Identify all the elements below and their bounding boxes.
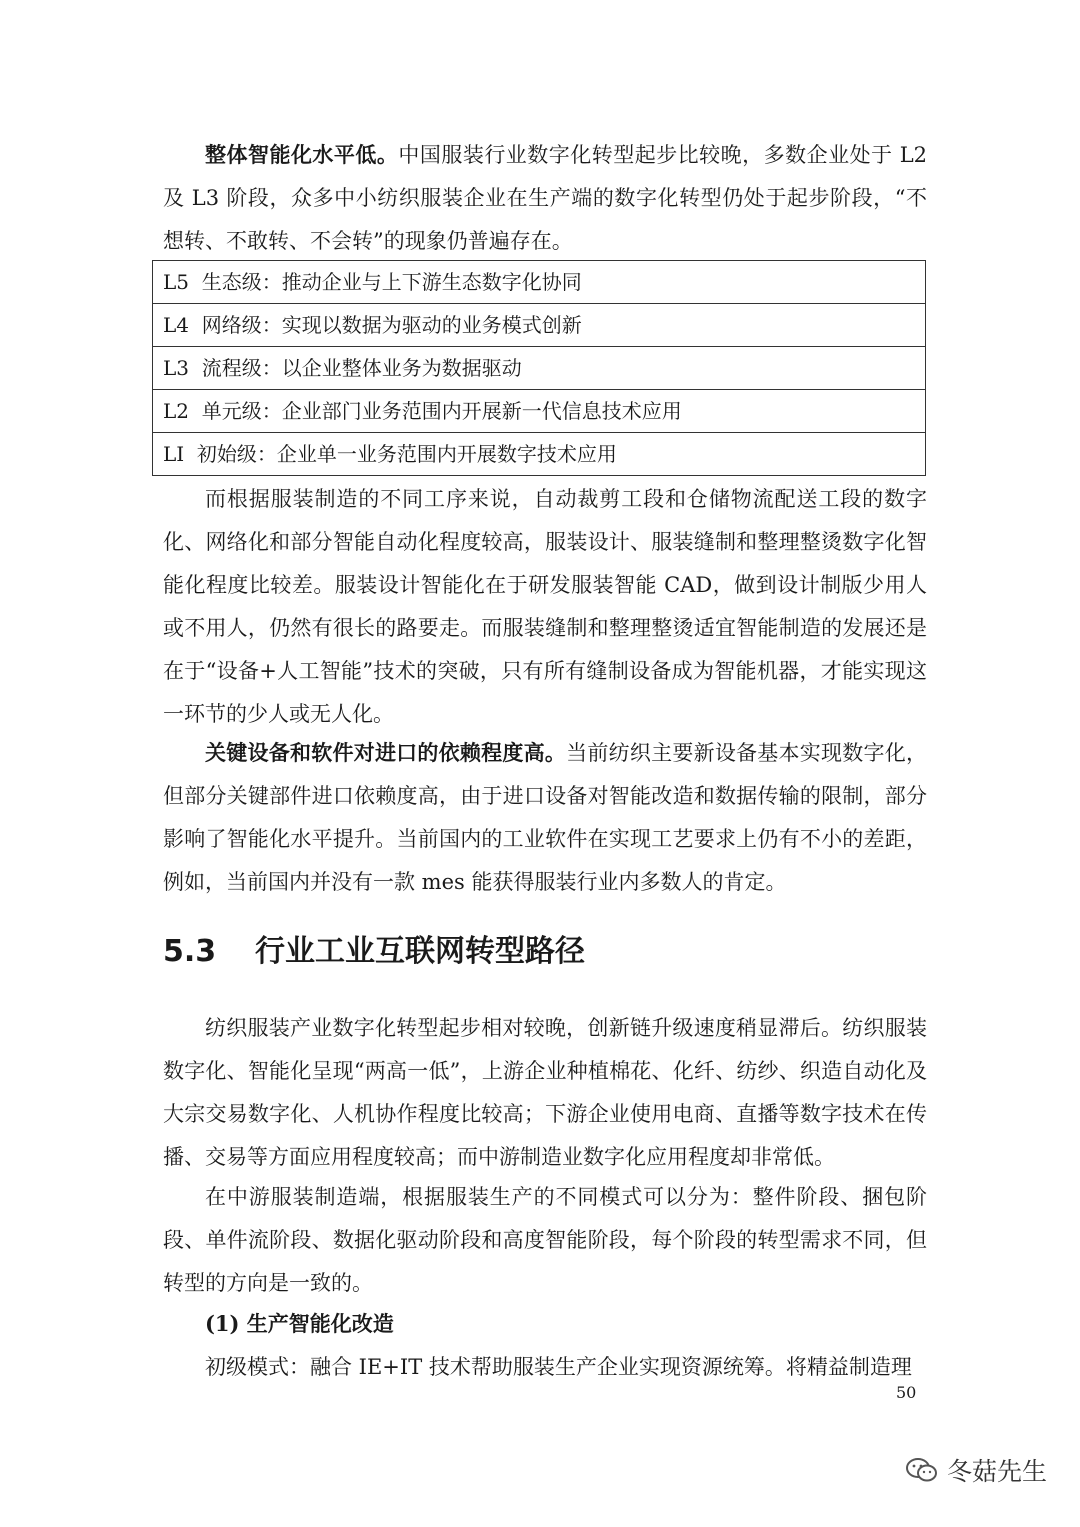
level-code: L5 (163, 270, 190, 294)
table-row (153, 390, 926, 433)
level-cell (153, 304, 926, 347)
level-text: 流程级：以企业整体业务为数据驱动 (201, 356, 522, 380)
level-cell (153, 261, 926, 304)
process-paragraph: 而根据服装制造的不同工序来说，自动裁剪工段和仓储物流配送工段的数字化、网络化和部分智能自动化程度较高，服装设计、服装缝制和整理整烫数字化智能化程度比较差。服装设计智能化在于研发服装智能 CAD，做到设计制版少用人或不用人，仍然有很长的路要走。而服装缝制和整理整烫适宜智能制造的发展还是在于“设备+人工智能”技术的突破，只有所有缝制设备成为智能机器，才能实现这一环节的少人或无人化。 (163, 487, 927, 726)
page-number: 50 (896, 1383, 917, 1402)
level-text: 网络级：实现以数据为驱动的业务模式创新 (201, 313, 582, 337)
level-text: 单元级：企业部门业务范围内开展新一代信息技术应用 (201, 399, 682, 423)
wechat-icon (905, 1457, 939, 1483)
overview-paragraph: 纺织服装产业数字化转型起步相对较晚，创新链升级速度稍显滞后。纺织服装数字化、智能化呈现“两高一低”，上游企业种植棉花、化纤、纺纱、织造自动化及大宗交易数字化、人机协作程度比较高；下游企业使用电商、直播等数字技术在传播、交易等方面应用程度较高；而中游制造业数字化应用程度却非常低。 (163, 1016, 927, 1169)
dependency-text: 当前纺织主要新设备基本实现数字化，但部分关键部件进口依赖度高，由于进口设备对智能改造和数据传输的限制，部分影响了智能化水平提升。当前国内的工业软件在实现工艺要求上仍有不小的差距，例如，当前国内并没有一款 mes 能获得服装行业内多数人的肯定。 (163, 741, 928, 894)
table-row (153, 347, 926, 390)
level-cell (153, 390, 926, 433)
section-title: 行业工业互联网转型路径 (255, 934, 585, 969)
level-code: L3 (163, 356, 190, 380)
section-number: 5.3 (163, 934, 217, 969)
level-cell (153, 433, 926, 476)
intro-text: 中国服装行业数字化转型起步比较晚，多数企业处于 L2 及 L3 阶段，众多中小纺织服装企业在生产端的数字化转型仍处于起步阶段，“不想转、不敢转、不会转”的现象仍普遍存在。 (163, 143, 928, 253)
watermark (905, 1450, 1047, 1490)
level-code: L4 (163, 313, 190, 337)
subsection-heading: (1) 生产智能化改造 (205, 1311, 394, 1336)
stages-paragraph: 在中游服装制造端，根据服装生产的不同模式可以分为：整件阶段、捆包阶段、单件流阶段、数据化驱动阶段和高度智能阶段，每个阶段的转型需求不同，但转型的方向是一致的。 (163, 1185, 927, 1295)
section-heading (163, 930, 585, 974)
initial-mode-paragraph: 初级模式：融合 IE+IT 技术帮助服装生产企业实现资源统筹。将精益制造理 (205, 1355, 912, 1379)
intro-lead: 整体智能化水平低。 (205, 142, 399, 167)
level-code: L2 (163, 399, 190, 423)
dependency-paragraph (163, 731, 927, 904)
watermark-text: 冬菇先生 (947, 1457, 1048, 1486)
table-row (153, 261, 926, 304)
intro-paragraph (163, 133, 927, 263)
table-row (153, 433, 926, 476)
table-row (153, 304, 926, 347)
level-cell (153, 347, 926, 390)
level-code: LI (163, 442, 185, 466)
digitalization-levels-table (152, 260, 926, 476)
level-text: 初始级：企业单一业务范围内开展数字技术应用 (196, 442, 617, 466)
level-text: 生态级：推动企业与上下游生态数字化协同 (201, 270, 582, 294)
dependency-lead: 关键设备和软件对进口的依赖程度高。 (205, 740, 567, 765)
